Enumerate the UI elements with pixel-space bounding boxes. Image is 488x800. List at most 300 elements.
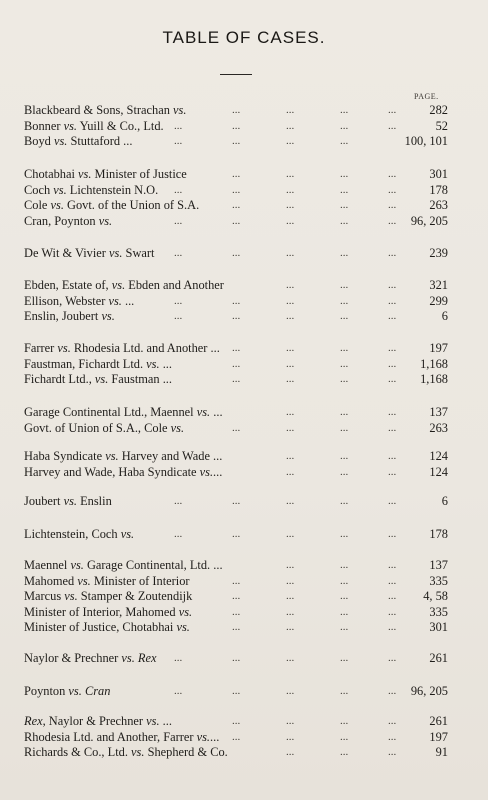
case-name (24, 589, 192, 604)
case-name-part: , Naylor & Prechner (42, 714, 147, 728)
case-name-italic-part: Cran (84, 684, 111, 698)
case-page-number: 4, 58 (423, 589, 448, 604)
case-name-part: ... (210, 405, 223, 419)
leader-dot-group: ... (340, 310, 349, 323)
case-name-part: Minister of Justice (91, 167, 187, 181)
leader-dot-group: ... (340, 168, 349, 180)
case-name-part: Shepherd & Co. (144, 745, 228, 760)
leader-dot-group: ... (232, 685, 241, 697)
case-name-part: Lichtenstein, Coch (24, 527, 121, 541)
case-page-number: 96, 205 (410, 684, 448, 698)
leader-dot-group: ... (232, 294, 241, 307)
leader-dot-group: ... (340, 104, 349, 116)
leader-dot-group: ... (232, 528, 241, 540)
case-entry (24, 745, 448, 760)
case-page-number: 197 (429, 341, 448, 355)
case-name (24, 214, 112, 229)
page-title: TABLE OF CASES. (162, 28, 326, 47)
leader-dot-group: ... (388, 183, 397, 196)
case-name-italic-part: vs. (53, 182, 67, 197)
leader-dot-group: ... (340, 528, 349, 540)
case-name-part: Minister of Interior (90, 573, 190, 588)
leader-dot-group: ... (286, 168, 295, 180)
leader-dot-group: ... (174, 310, 183, 323)
case-name-part: Coch (24, 182, 54, 197)
case-page-number: 239 (429, 246, 448, 260)
case-name (24, 246, 154, 261)
leader-dot-group: ... (286, 199, 295, 212)
case-name (24, 620, 190, 635)
leader-dot-group: ... (388, 495, 397, 507)
leader-dot-group: ... (232, 621, 241, 634)
case-entry (24, 309, 448, 324)
case-name-part: Blackbeard & Sons, Strachan (24, 103, 173, 117)
case-name-part: Harvey and Wade, Haba Syndicate (24, 464, 200, 479)
case-name-italic-part: vs. (50, 198, 64, 213)
case-name-italic-part: vs. (131, 745, 145, 760)
case-name-part: ... (159, 714, 172, 728)
case-entry (24, 527, 448, 542)
leader-dot-group: ... (286, 450, 295, 462)
case-name-part: Richards & Co., Ltd. (24, 745, 132, 760)
leader-dot-group: ... (340, 373, 349, 386)
case-entry (24, 198, 448, 213)
case-name-part: Minister of Interior, Mahomed (24, 604, 179, 619)
case-name (24, 405, 223, 420)
leader-dot-group: ... (340, 685, 349, 697)
case-page-number: 6 (441, 309, 448, 324)
case-page-number: 301 (429, 167, 448, 181)
leader-dot-group: ... (340, 342, 349, 354)
case-page-number: 335 (429, 604, 448, 619)
leader-dot-group: ... (286, 652, 295, 664)
case-name (24, 119, 164, 134)
title-rule (220, 74, 252, 75)
leader-dot-group: ... (174, 495, 183, 507)
leader-dot-group: ... (286, 715, 295, 727)
case-name-italic-part: vs. (105, 449, 119, 463)
case-page-number: 197 (429, 729, 448, 744)
leader-dot-group: ... (232, 652, 241, 664)
leader-dot-group: ... (286, 746, 295, 759)
case-name (24, 684, 110, 699)
case-name-italic-part: vs. (77, 573, 91, 588)
case-name (24, 341, 220, 356)
case-name-part: Faustman ... (108, 372, 172, 387)
case-name-part: Govt. of the Union of S.A. (63, 198, 200, 213)
case-name-part: ... (159, 356, 172, 371)
leader-dot-group: ... (232, 119, 241, 132)
case-name-italic-part: vs. (108, 293, 122, 308)
case-name (24, 198, 199, 213)
case-name-italic-part: vs. (196, 729, 211, 744)
leader-dot-group: ... (388, 373, 397, 386)
case-entry (24, 246, 448, 261)
case-entry (24, 134, 448, 149)
case-name (24, 134, 132, 149)
leader-dot-group: ... (232, 104, 241, 116)
leader-dot-group: ... (340, 119, 349, 132)
case-page-number: 282 (429, 103, 448, 117)
case-name (24, 278, 224, 293)
leader-dot-group: ... (286, 590, 295, 603)
leader-dot-group: ... (232, 715, 241, 727)
case-name (24, 574, 190, 589)
case-entry (24, 119, 448, 134)
case-name-italic-part: vs. (68, 684, 82, 698)
leader-dot-group: ... (286, 357, 295, 370)
case-entry (24, 341, 448, 356)
leader-dot-group: ... (388, 406, 397, 418)
case-name-italic-part: vs. (196, 405, 211, 419)
case-page-number: 178 (429, 527, 448, 541)
case-entry (24, 357, 448, 372)
case-name-part: Chotabhai (24, 167, 79, 181)
case-entry (24, 372, 448, 387)
case-name-part: Ebden and Another (125, 278, 224, 292)
leader-dot-group: ... (232, 574, 241, 587)
leader-dot-group: ... (388, 357, 397, 370)
leader-dot-group: ... (232, 342, 241, 354)
leader-dot-group: ... (340, 214, 349, 227)
case-name-part: Swart (122, 246, 155, 260)
case-name-italic-part: vs. (57, 341, 71, 355)
case-name-part: Naylor & Prechner (24, 651, 122, 665)
case-name-part: Boyd (24, 134, 54, 149)
case-entry (24, 651, 448, 666)
case-name-part: Stamper & Zoutendijk (77, 589, 193, 604)
case-name-italic-part: vs. (146, 356, 160, 371)
leader-dot-group: ... (340, 279, 349, 291)
leader-dot-group: ... (388, 450, 397, 462)
case-page-number: 137 (429, 558, 448, 572)
leader-dot-group: ... (286, 119, 295, 132)
case-name-part: Faustman, Fichardt Ltd. (24, 356, 147, 371)
leader-dot-group: ... (286, 104, 295, 116)
case-name-part: Minister of Justice, Chotabhai (24, 620, 177, 635)
case-name-italic-part: vs. (101, 309, 115, 324)
leader-dot-group: ... (286, 465, 295, 478)
case-entry (24, 449, 448, 464)
leader-dot-group: ... (340, 247, 349, 259)
case-name-part: Harvey and Wade ... (118, 449, 223, 463)
leader-dot-group: ... (340, 574, 349, 587)
leader-dot-group: ... (286, 135, 295, 148)
case-page-number: 124 (429, 449, 448, 463)
case-name (24, 309, 115, 324)
leader-dot-group: ... (340, 605, 349, 618)
case-entry (24, 183, 448, 198)
leader-dot-group: ... (388, 746, 397, 759)
leader-dot-group: ... (388, 528, 397, 540)
leader-dot-group: ... (340, 495, 349, 507)
case-name (24, 372, 172, 387)
leader-dot-group: ... (340, 746, 349, 759)
leader-dot-group: ... (388, 294, 397, 307)
case-name (24, 183, 158, 198)
leader-dot-group: ... (232, 199, 241, 212)
leader-dot-group: ... (232, 730, 241, 743)
case-entry (24, 494, 448, 509)
case-name-italic-part: vs. (120, 527, 135, 541)
case-name-part: Cole (24, 198, 51, 213)
case-name-part: Garage Continental Ltd., Maennel (24, 405, 197, 419)
leader-dot-group: ... (232, 310, 241, 323)
case-name (24, 714, 172, 729)
case-name-italic-part: Rex (24, 714, 43, 728)
leader-dot-group: ... (174, 214, 183, 227)
case-page-number: 52 (435, 118, 448, 133)
leader-dot-group: ... (340, 135, 349, 148)
case-name-italic-part: vs. (146, 714, 160, 728)
case-page-number: 100, 101 (404, 134, 448, 149)
case-name (24, 167, 187, 182)
case-entry (24, 558, 448, 573)
case-page-number: 263 (429, 198, 448, 213)
case-name-part: Mahomed (24, 573, 78, 588)
case-name-italic-part: vs. (170, 420, 185, 435)
case-page-number: 261 (429, 651, 448, 665)
leader-dot-group: ... (286, 183, 295, 196)
case-name-part: Stuttaford ... (67, 134, 133, 149)
leader-dot-group: ... (174, 183, 183, 196)
leader-dot-group: ... (388, 168, 397, 180)
leader-dot-group: ... (232, 214, 241, 227)
leader-dot-group: ... (286, 247, 295, 259)
case-entry (24, 730, 448, 745)
case-name-part: Rhodesia Ltd. and Another, Farrer (24, 729, 197, 744)
leader-dot-group: ... (340, 621, 349, 634)
case-name-part: Maennel (24, 558, 71, 572)
case-entry (24, 620, 448, 635)
leader-dot-group: ... (340, 294, 349, 307)
leader-dot-group: ... (286, 310, 295, 323)
case-name (24, 605, 192, 620)
case-name-italic-part: vs. (178, 604, 193, 619)
leader-dot-group: ... (388, 559, 397, 571)
case-entry (24, 589, 448, 604)
case-name-part: Ellison, Webster (24, 293, 109, 308)
leader-dot-group: ... (388, 621, 397, 634)
case-entry (24, 574, 448, 589)
case-entry (24, 405, 448, 420)
case-name (24, 558, 223, 573)
leader-dot-group: ... (388, 421, 397, 434)
leader-dot-group: ... (174, 119, 183, 132)
case-name-italic-part: vs. (98, 213, 113, 228)
leader-dot-group: ... (388, 310, 397, 323)
leader-dot-group: ... (232, 168, 241, 180)
case-page-number: 124 (429, 464, 448, 479)
case-name (24, 651, 156, 666)
case-name (24, 449, 222, 464)
leader-dot-group: ... (286, 406, 295, 418)
leader-dot-group: ... (286, 373, 295, 386)
case-name (24, 421, 184, 436)
leader-dot-group: ... (340, 183, 349, 196)
case-name-part: Rhodesia Ltd. and Another ... (70, 341, 220, 355)
leader-dot-group: ... (388, 247, 397, 259)
case-name-italic-part: vs. (63, 494, 77, 508)
leader-dot-group: ... (340, 406, 349, 418)
leader-dot-group: ... (286, 605, 295, 618)
leader-dot-group: ... (286, 294, 295, 307)
case-name-italic-part: vs. (176, 620, 190, 635)
case-page-number: 137 (429, 405, 448, 419)
case-name-part: Ebden, Estate of, (24, 278, 112, 292)
leader-dot-group: ... (286, 559, 295, 571)
leader-dot-group: ... (232, 373, 241, 386)
leader-dot-group: ... (286, 574, 295, 587)
case-page-number: 6 (441, 494, 448, 508)
case-entry (24, 714, 448, 729)
case-name-part: Farrer (24, 341, 58, 355)
case-page-number: 301 (429, 620, 448, 635)
leader-dot-group: ... (388, 652, 397, 664)
case-name-part: Cran, Poynton (24, 213, 99, 228)
case-entry (24, 103, 448, 118)
leader-dot-group: ... (232, 590, 241, 603)
case-name-italic-part: vs. (121, 651, 135, 665)
leader-dot-group: ... (286, 214, 295, 227)
leader-dot-group: ... (340, 357, 349, 370)
leader-dot-group: ... (232, 495, 241, 507)
leader-dot-group: ... (388, 730, 397, 743)
leader-dot-group: ... (388, 279, 397, 291)
case-name (24, 465, 222, 480)
leader-dot-group: ... (174, 528, 183, 540)
case-name-italic-part: vs. (70, 558, 84, 572)
leader-dot-group: ... (286, 730, 295, 743)
leader-dot-group: ... (388, 214, 397, 227)
leader-dot-group: ... (286, 342, 295, 354)
leader-dot-group: ... (388, 574, 397, 587)
leader-dot-group: ... (340, 465, 349, 478)
case-entry (24, 214, 448, 229)
case-page-number: 178 (429, 182, 448, 197)
case-name-part: Govt. of Union of S.A., Cole (24, 420, 171, 435)
case-name-italic-part: vs. (109, 246, 123, 260)
page-column-heading: PAGE. (414, 92, 439, 101)
case-name-part: De Wit & Vivier (24, 246, 110, 260)
leader-dot-group: ... (286, 621, 295, 634)
case-name (24, 294, 134, 309)
leader-dot-group: ... (232, 135, 241, 148)
leader-dot-group: ... (340, 199, 349, 212)
leader-dot-group: ... (340, 730, 349, 743)
case-name-italic-part: vs. (63, 118, 77, 133)
leader-dot-group: ... (174, 247, 183, 259)
case-entry (24, 278, 448, 293)
case-name-part: Garage Continental, Ltd. ... (83, 558, 223, 572)
case-entry (24, 605, 448, 620)
case-name-part: Joubert (24, 494, 64, 508)
case-entry (24, 421, 448, 436)
case-name (24, 103, 186, 118)
case-page-number: 335 (429, 573, 448, 588)
case-name-part: Lichtenstein N.O. (66, 182, 159, 197)
case-name-italic-part: vs. (199, 464, 214, 479)
case-name-italic-part: Rex (137, 651, 157, 665)
case-name-part: Yuill & Co., Ltd. (77, 118, 164, 133)
leader-dot-group: ... (388, 342, 397, 354)
case-name (24, 745, 228, 760)
leader-dot-group: ... (388, 605, 397, 618)
case-name-part: Poynton (24, 684, 69, 698)
case-name-part: Marcus (24, 589, 65, 604)
leader-dot-group: ... (388, 465, 397, 478)
leader-dot-group: ... (232, 421, 241, 434)
case-page-number: 96, 205 (410, 213, 448, 228)
case-page-number: 1,168 (420, 372, 448, 387)
case-entry (24, 294, 448, 309)
case-page-number: 321 (429, 278, 448, 292)
leader-dot-group: ... (388, 199, 397, 212)
leader-dot-group: ... (340, 590, 349, 603)
leader-dot-group: ... (286, 528, 295, 540)
leader-dot-group: ... (232, 183, 241, 196)
case-name-italic-part: vs. (111, 278, 126, 292)
leader-dot-group: ... (232, 357, 241, 370)
case-name-part: Haba Syndicate (24, 449, 106, 463)
case-name-italic-part: vs. (64, 589, 78, 604)
leader-dot-group: ... (340, 450, 349, 462)
leader-dot-group: ... (388, 119, 397, 132)
case-name-part: Bonner (24, 118, 64, 133)
case-name (24, 357, 172, 372)
leader-dot-group: ... (174, 652, 183, 664)
case-name (24, 730, 219, 745)
case-name (24, 527, 134, 542)
case-name-part: ... (210, 729, 220, 744)
case-name-italic-part: vs. (173, 103, 187, 117)
case-page-number: 1,168 (420, 356, 448, 371)
leader-dot-group: ... (388, 685, 397, 697)
case-name-italic-part: vs. (94, 372, 109, 387)
leader-dot-group: ... (286, 421, 295, 434)
case-name-part: Enslin (77, 494, 112, 508)
leader-dot-group: ... (340, 559, 349, 571)
leader-dot-group: ... (232, 247, 241, 259)
case-name-part: ... (121, 293, 135, 308)
leader-dot-group: ... (388, 590, 397, 603)
leader-dot-group: ... (174, 294, 183, 307)
leader-dot-group: ... (286, 279, 295, 291)
leader-dot-group: ... (174, 685, 183, 697)
leader-dot-group: ... (388, 104, 397, 116)
case-name-part: Fichardt Ltd., (24, 372, 95, 387)
case-name-part: ... (213, 464, 223, 479)
case-page-number: 261 (429, 714, 448, 728)
case-name-part: Enslin, Joubert (24, 309, 102, 324)
leader-dot-group: ... (174, 135, 183, 148)
leader-dot-group: ... (232, 605, 241, 618)
leader-dot-group: ... (388, 715, 397, 727)
case-name (24, 494, 112, 509)
leader-dot-group: ... (340, 421, 349, 434)
case-page-number: 299 (429, 293, 448, 308)
case-page-number: 91 (435, 745, 448, 760)
leader-dot-group: ... (286, 685, 295, 697)
leader-dot-group: ... (286, 495, 295, 507)
case-page-number: 263 (429, 420, 448, 435)
leader-dot-group: ... (340, 652, 349, 664)
case-entry (24, 684, 448, 699)
case-entry (24, 465, 448, 480)
case-name-italic-part: vs. (53, 134, 68, 149)
case-name-italic-part: vs. (78, 167, 92, 181)
leader-dot-group: ... (340, 715, 349, 727)
